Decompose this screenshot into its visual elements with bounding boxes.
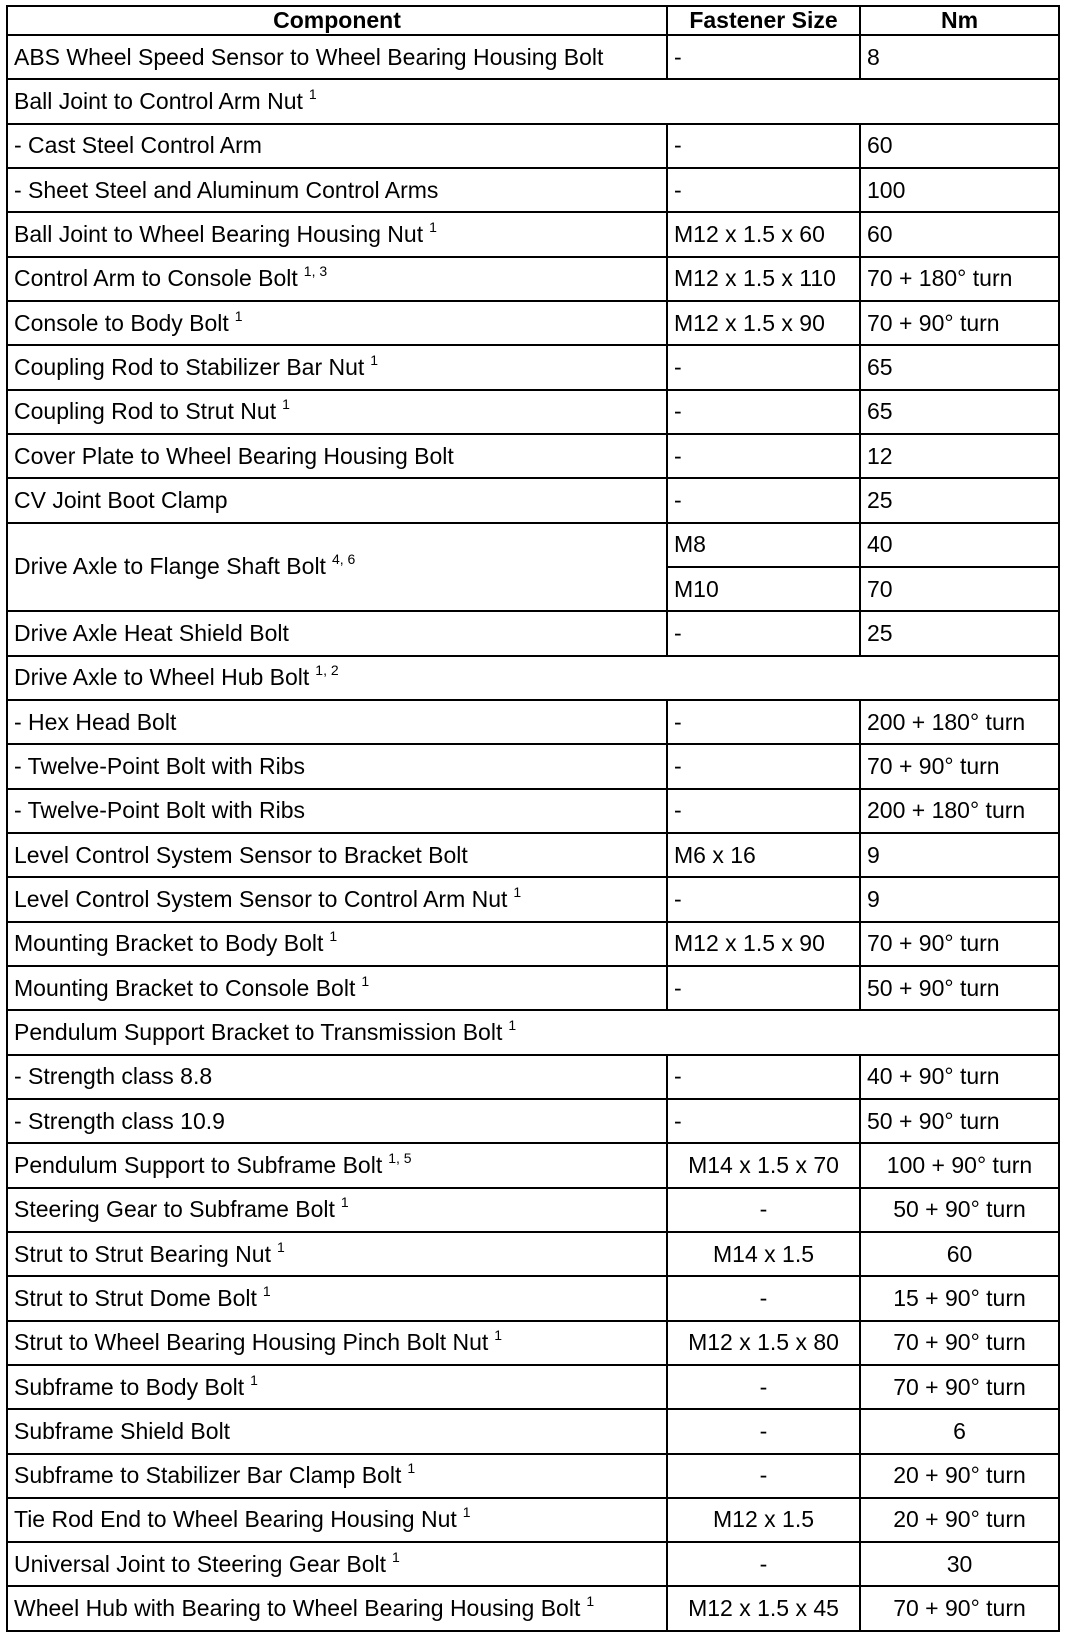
torque-nm-cell: 70 + 180° turn	[860, 257, 1059, 301]
table-row	[7, 257, 1059, 301]
fastener-size-cell: -	[667, 1409, 860, 1453]
table-row	[7, 656, 1059, 700]
table-row	[7, 301, 1059, 345]
table-row	[7, 1409, 1059, 1453]
component-name: Ball Joint to Control Arm Nut	[14, 87, 303, 114]
fastener-size-cell: M12 x 1.5	[667, 1498, 860, 1542]
table-row	[7, 1454, 1059, 1498]
component-cell	[7, 168, 667, 212]
fastener-size-cell: -	[667, 1276, 860, 1320]
component-name: Pendulum Support Bracket to Transmission Bolt	[14, 1018, 503, 1045]
torque-nm-cell: 65	[860, 345, 1059, 389]
component-cell	[7, 744, 667, 788]
fastener-size-cell: M14 x 1.5	[667, 1232, 860, 1276]
torque-nm-cell: 70 + 90° turn	[860, 1365, 1059, 1409]
table-row	[7, 1099, 1059, 1143]
component-cell	[7, 1232, 667, 1276]
fastener-size-cell: -	[667, 1454, 860, 1498]
footnote-ref: 1	[340, 1194, 349, 1211]
footnote-ref: 1	[494, 1327, 503, 1344]
fastener-size-cell: -	[667, 1188, 860, 1232]
torque-spec-table	[6, 5, 1060, 1632]
component-name: Subframe to Body Bolt	[14, 1373, 245, 1400]
component-name: Mounting Bracket to Console Bolt	[14, 974, 356, 1001]
fastener-size-cell: -	[667, 478, 860, 522]
component-name: - Strength class 8.8	[14, 1063, 213, 1090]
table-row	[7, 1010, 1059, 1054]
header-nm: Nm	[860, 6, 1059, 35]
component-cell	[7, 390, 667, 434]
torque-nm-cell: 60	[860, 1232, 1059, 1276]
table-row	[7, 611, 1059, 655]
component-name: Tie Rod End to Wheel Bearing Housing Nut	[14, 1506, 457, 1533]
component-cell	[7, 212, 667, 256]
component-cell	[7, 301, 667, 345]
component-name: Subframe to Stabilizer Bar Clamp Bolt	[14, 1462, 402, 1489]
torque-nm-cell: 9	[860, 877, 1059, 921]
fastener-size-cell: M12 x 1.5 x 90	[667, 922, 860, 966]
table-row	[7, 700, 1059, 744]
table-row	[7, 1276, 1059, 1320]
component-cell	[7, 1409, 667, 1453]
torque-nm-cell: 25	[860, 478, 1059, 522]
component-cell	[7, 789, 667, 833]
component-cell	[7, 35, 667, 79]
component-cell	[7, 1365, 667, 1409]
component-name: Strut to Strut Dome Bolt	[14, 1284, 257, 1311]
table-row	[7, 1143, 1059, 1187]
table-row	[7, 168, 1059, 212]
table-row	[7, 434, 1059, 478]
torque-nm-cell: 70	[860, 567, 1059, 611]
table-row	[7, 1498, 1059, 1542]
table-row	[7, 1321, 1059, 1365]
table-row	[7, 966, 1059, 1010]
component-cell	[7, 434, 667, 478]
torque-nm-cell: 8	[860, 35, 1059, 79]
fastener-size-cell: -	[667, 877, 860, 921]
footnote-ref: 1	[392, 1548, 400, 1565]
fastener-size-cell: M14 x 1.5 x 70	[667, 1143, 860, 1187]
component-cell	[7, 523, 667, 612]
table-body	[7, 35, 1059, 1631]
table-row	[7, 478, 1059, 522]
component-name: Pendulum Support to Subframe Bolt	[14, 1151, 383, 1178]
torque-nm-cell: 70 + 90° turn	[860, 744, 1059, 788]
fastener-size-cell: M8	[667, 523, 860, 567]
footnote-ref: 1	[262, 1282, 271, 1299]
component-name: - Hex Head Bolt	[14, 708, 177, 735]
table-row	[7, 1365, 1059, 1409]
footnote-ref: 1	[234, 307, 243, 324]
table-row	[7, 877, 1059, 921]
table-row	[7, 1542, 1059, 1586]
torque-nm-cell: 70 + 90° turn	[860, 1586, 1059, 1631]
component-name: Level Control System Sensor to Control Arm Nut	[14, 885, 508, 912]
component-cell	[7, 79, 1059, 123]
component-name: Drive Axle to Wheel Hub Bolt	[14, 664, 310, 691]
component-cell	[7, 1143, 667, 1187]
component-name: Drive Axle Heat Shield Bolt	[14, 619, 289, 646]
table-row	[7, 922, 1059, 966]
torque-nm-cell: 70 + 90° turn	[860, 1321, 1059, 1365]
component-name: Strut to Wheel Bearing Housing Pinch Bolt Nut	[14, 1329, 489, 1356]
fastener-size-cell: -	[667, 390, 860, 434]
component-cell	[7, 124, 667, 168]
component-name: Strut to Strut Bearing Nut	[14, 1240, 271, 1267]
torque-nm-cell: 65	[860, 390, 1059, 434]
component-name: Console to Body Bolt	[14, 309, 229, 336]
torque-nm-cell: 40	[860, 523, 1059, 567]
fastener-size-cell: -	[667, 611, 860, 655]
table-row	[7, 35, 1059, 79]
fastener-size-cell: -	[667, 168, 860, 212]
footnote-ref: 1	[370, 351, 379, 368]
torque-nm-cell: 12	[860, 434, 1059, 478]
component-name: - Strength class 10.9	[14, 1107, 225, 1134]
header-component: Component	[7, 6, 667, 35]
component-cell	[7, 1055, 667, 1099]
component-name: Subframe Shield Bolt	[14, 1417, 231, 1444]
footnote-ref: 1	[361, 972, 370, 989]
torque-nm-cell: 50 + 90° turn	[860, 1099, 1059, 1143]
table-row	[7, 79, 1059, 123]
torque-nm-cell: 50 + 90° turn	[860, 966, 1059, 1010]
table-row	[7, 789, 1059, 833]
component-cell	[7, 611, 667, 655]
table-row	[7, 833, 1059, 877]
footnote-ref: 1	[508, 1016, 517, 1033]
footnote-ref: 1	[276, 1238, 285, 1255]
fastener-size-cell: -	[667, 1365, 860, 1409]
component-name: Universal Joint to Steering Gear Bolt	[14, 1550, 387, 1577]
component-cell	[7, 833, 667, 877]
component-name: Coupling Rod to Stabilizer Bar Nut	[14, 353, 365, 380]
component-name: - Sheet Steel and Aluminum Control Arms	[14, 176, 439, 203]
footnote-ref: 1	[429, 218, 437, 235]
table-row	[7, 1232, 1059, 1276]
component-cell	[7, 1010, 1059, 1054]
torque-nm-cell: 30	[860, 1542, 1059, 1586]
component-cell	[7, 656, 1059, 700]
component-cell	[7, 1276, 667, 1320]
component-name: Cover Plate to Wheel Bearing Housing Bolt	[14, 442, 454, 469]
component-cell	[7, 1586, 667, 1631]
fastener-size-cell: -	[667, 966, 860, 1010]
table-row	[7, 345, 1059, 389]
component-cell	[7, 1188, 667, 1232]
fastener-size-cell: -	[667, 434, 860, 478]
component-cell	[7, 1321, 667, 1365]
torque-nm-cell: 9	[860, 833, 1059, 877]
footnote-ref: 4, 6	[331, 551, 356, 568]
component-name: Level Control System Sensor to Bracket Bolt	[14, 841, 468, 868]
component-name: ABS Wheel Speed Sensor to Wheel Bearing Housing Bolt	[14, 43, 604, 70]
torque-nm-cell: 50 + 90° turn	[860, 1188, 1059, 1232]
torque-nm-cell: 25	[860, 611, 1059, 655]
table-row	[7, 124, 1059, 168]
component-name: Ball Joint to Wheel Bearing Housing Nut	[14, 220, 424, 247]
fastener-size-cell: -	[667, 1099, 860, 1143]
component-name: CV Joint Boot Clamp	[14, 486, 228, 513]
header-fastener-size: Fastener Size	[667, 6, 860, 35]
footnote-ref: 1	[462, 1504, 471, 1521]
footnote-ref: 1, 3	[303, 263, 328, 280]
fastener-size-cell: M6 x 16	[667, 833, 860, 877]
table-row	[7, 744, 1059, 788]
component-name: - Cast Steel Control Arm	[14, 132, 262, 159]
torque-nm-cell: 100	[860, 168, 1059, 212]
torque-nm-cell: 70 + 90° turn	[860, 922, 1059, 966]
component-cell	[7, 478, 667, 522]
fastener-size-cell: M12 x 1.5 x 110	[667, 257, 860, 301]
footnote-ref: 1	[329, 928, 338, 945]
torque-nm-cell: 60	[860, 124, 1059, 168]
component-name: Wheel Hub with Bearing to Wheel Bearing Housing Bolt	[14, 1595, 581, 1622]
component-cell	[7, 345, 667, 389]
footnote-ref: 1	[586, 1593, 595, 1610]
component-cell	[7, 966, 667, 1010]
table-row	[7, 1188, 1059, 1232]
fastener-size-cell: -	[667, 345, 860, 389]
footnote-ref: 1, 5	[388, 1149, 412, 1166]
component-cell	[7, 1542, 667, 1586]
footnote-ref: 1	[513, 883, 522, 900]
component-name: Mounting Bracket to Body Bolt	[14, 930, 324, 957]
torque-nm-cell: 6	[860, 1409, 1059, 1453]
fastener-size-cell: M12 x 1.5 x 80	[667, 1321, 860, 1365]
component-cell	[7, 700, 667, 744]
fastener-size-cell: -	[667, 1542, 860, 1586]
component-name: Coupling Rod to Strut Nut	[14, 398, 277, 425]
fastener-size-cell: -	[667, 700, 860, 744]
footnote-ref: 1	[250, 1371, 258, 1388]
table-row	[7, 1055, 1059, 1099]
component-cell	[7, 1454, 667, 1498]
torque-nm-cell: 100 + 90° turn	[860, 1143, 1059, 1187]
component-cell	[7, 922, 667, 966]
fastener-size-cell: -	[667, 35, 860, 79]
torque-nm-cell: 15 + 90° turn	[860, 1276, 1059, 1320]
component-cell	[7, 257, 667, 301]
table-row	[7, 523, 1059, 567]
component-name: - Twelve-Point Bolt with Ribs	[14, 797, 306, 824]
component-name: Control Arm to Console Bolt	[14, 265, 298, 292]
torque-nm-cell: 20 + 90° turn	[860, 1454, 1059, 1498]
footnote-ref: 1	[282, 396, 290, 413]
footnote-ref: 1	[407, 1460, 416, 1477]
component-name: Drive Axle to Flange Shaft Bolt	[14, 553, 326, 580]
table-row	[7, 390, 1059, 434]
footnote-ref: 1	[308, 85, 317, 102]
footnote-ref: 1, 2	[315, 662, 339, 679]
torque-nm-cell: 40 + 90° turn	[860, 1055, 1059, 1099]
table-row	[7, 1586, 1059, 1631]
fastener-size-cell: M12 x 1.5 x 90	[667, 301, 860, 345]
fastener-size-cell: -	[667, 744, 860, 788]
fastener-size-cell: M12 x 1.5 x 45	[667, 1586, 860, 1631]
table-row	[7, 212, 1059, 256]
component-name: Steering Gear to Subframe Bolt	[14, 1196, 335, 1223]
fastener-size-cell: -	[667, 789, 860, 833]
component-name: - Twelve-Point Bolt with Ribs	[14, 752, 306, 779]
fastener-size-cell: -	[667, 124, 860, 168]
torque-nm-cell: 70 + 90° turn	[860, 301, 1059, 345]
component-cell	[7, 1498, 667, 1542]
torque-nm-cell: 200 + 180° turn	[860, 700, 1059, 744]
fastener-size-cell: -	[667, 1055, 860, 1099]
component-cell	[7, 877, 667, 921]
torque-nm-cell: 20 + 90° turn	[860, 1498, 1059, 1542]
fastener-size-cell: M12 x 1.5 x 60	[667, 212, 860, 256]
torque-nm-cell: 60	[860, 212, 1059, 256]
torque-nm-cell: 200 + 180° turn	[860, 789, 1059, 833]
fastener-size-cell: M10	[667, 567, 860, 611]
component-cell	[7, 1099, 667, 1143]
header-row	[7, 6, 1059, 35]
